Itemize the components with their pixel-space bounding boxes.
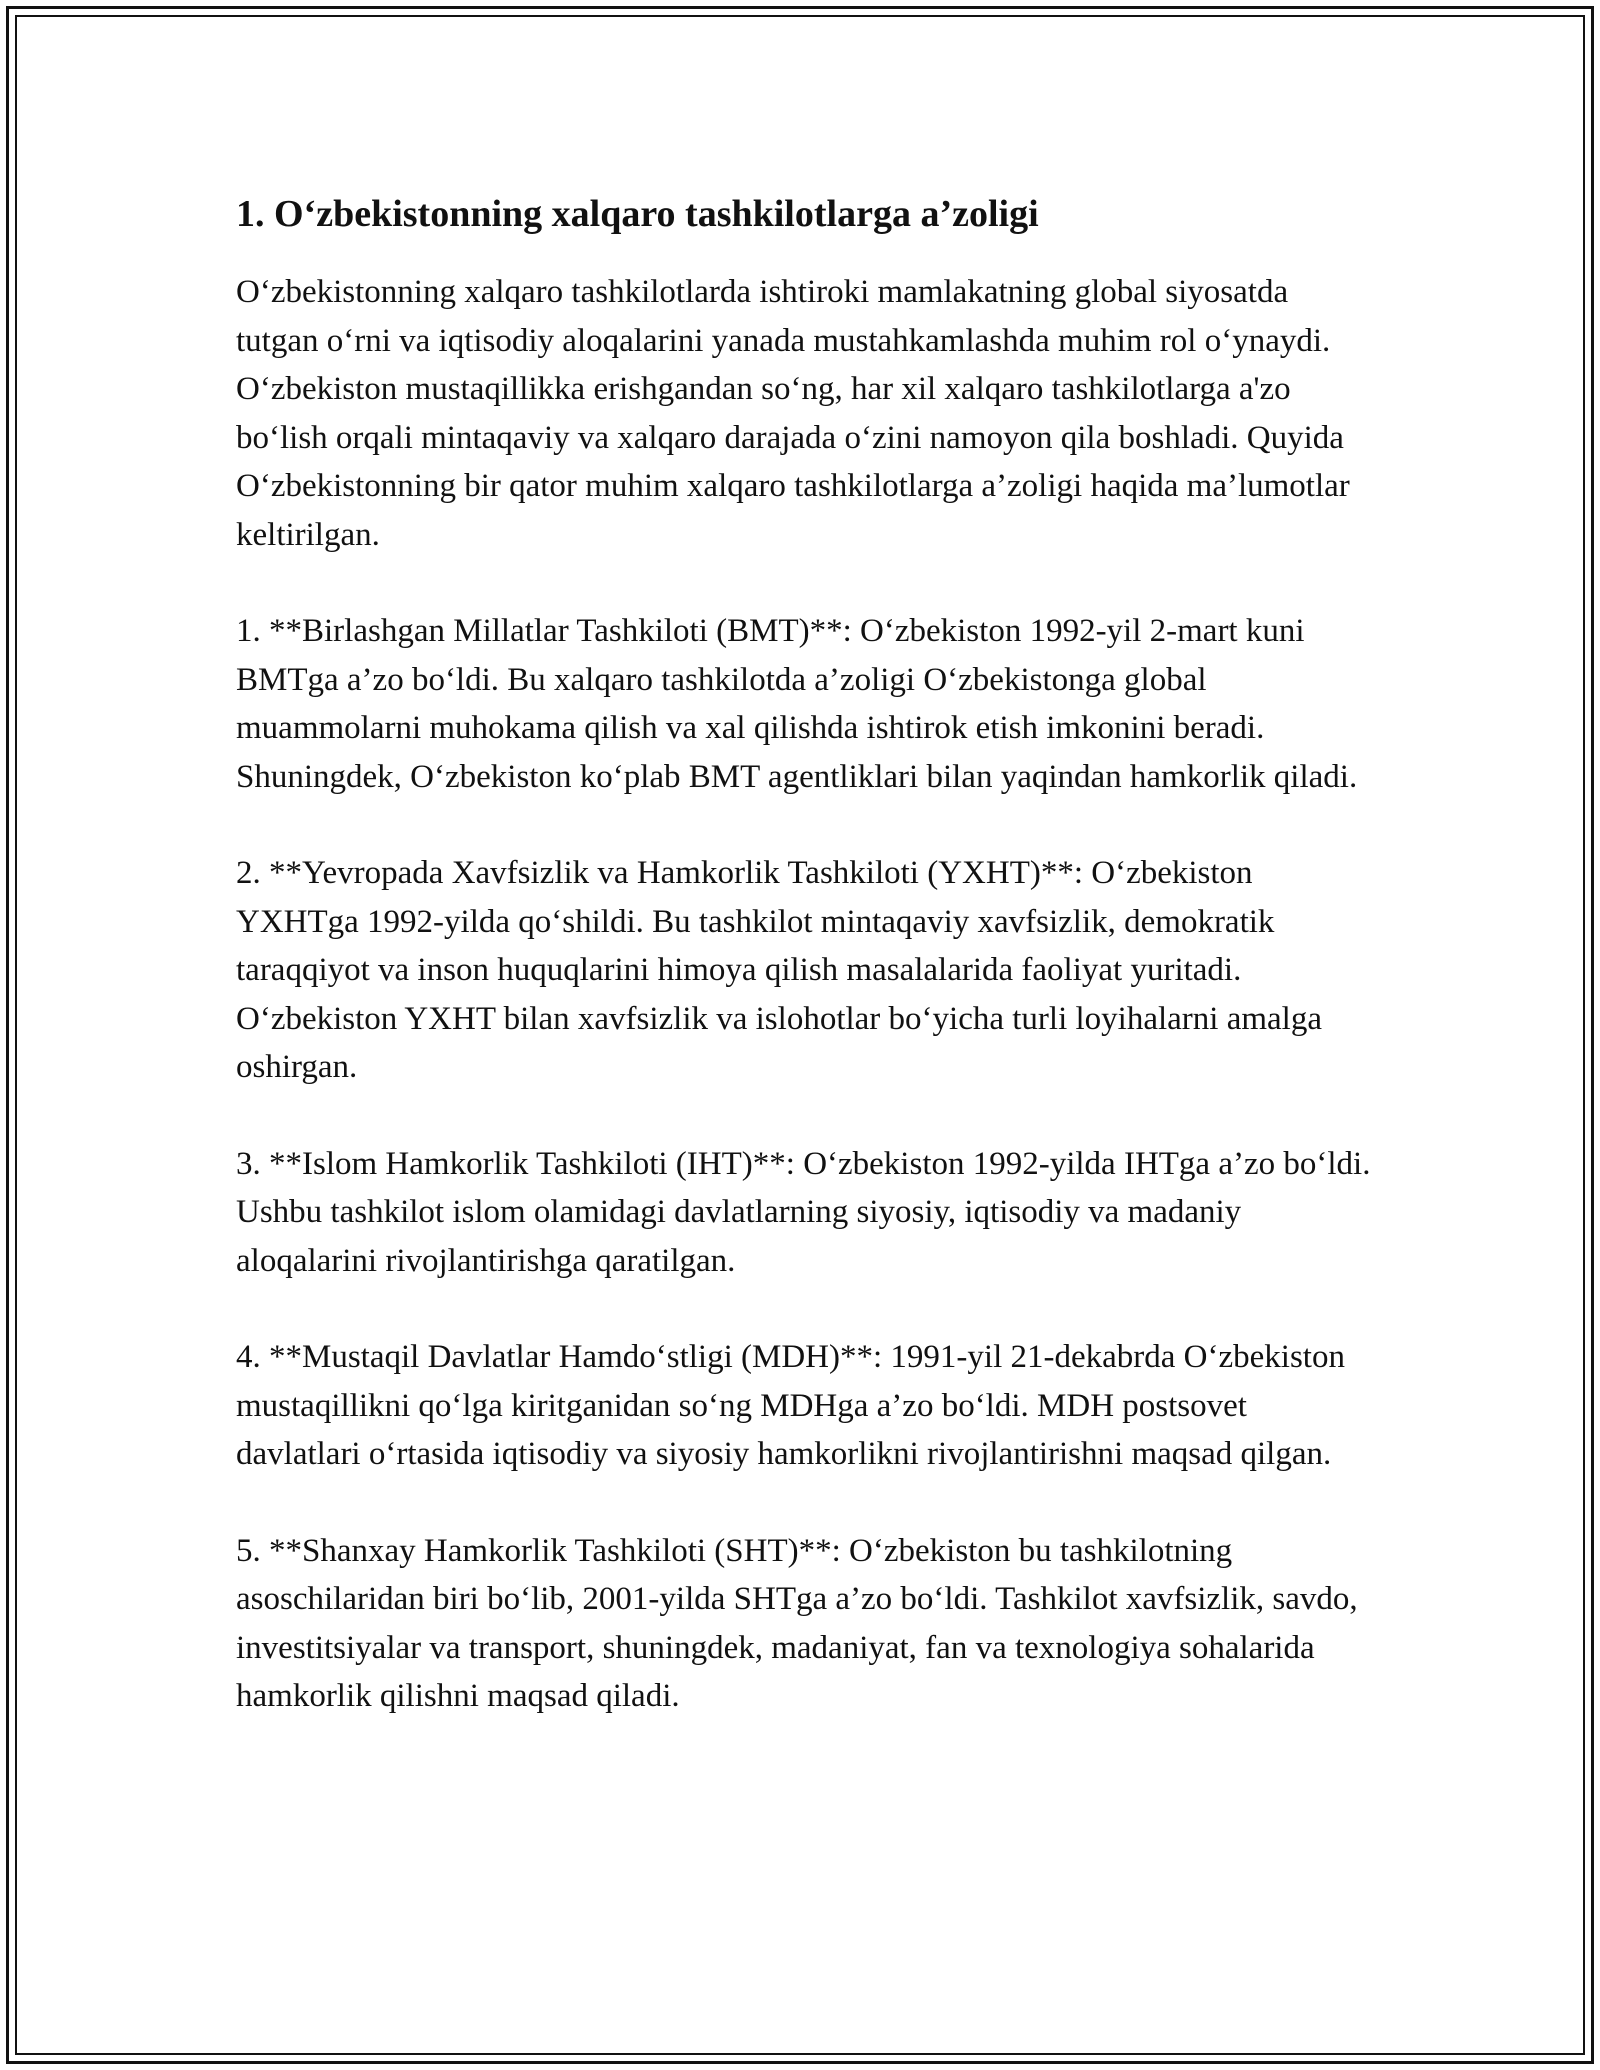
intro-paragraph: O‘zbekistonning xalqaro tashkilotlarda ishtiroki mamlakatning global siyosatda tutgan o‘rni va iqtisodiy aloqalarini yanada mustahkamlashda muhim rol o‘ynaydi. O‘zbekiston mustaqillikka erishgandan so‘ng, har xil xalqaro tashkilotlarga a'zo bo‘lish orqali mintaqaviy va xalqaro darajada o‘zini namoyon qila boshladi. Quyida O‘zbekistonning bir qator muhim xalqaro tashkilotlarga a’zoligi haqida ma’lumotlar keltirilgan. [236, 274, 1350, 553]
list-item-sht: 5. **Shanxay Hamkorlik Tashkiloti (SHT)**: O‘zbekiston bu tashkilotning asoschilaridan biri bo‘lib, 2001-yilda SHTga a’zo bo‘ldi. Tashkilot xavfsizlik, savdo, investitsiyalar va transport, shuningdek, madaniyat, fan va texnologiya sohalarida hamkorlik qilishni maqsad qiladi. [236, 1532, 1358, 1714]
list-item-iht: 3. **Islom Hamkorlik Tashkiloti (IHT)**: O‘zbekiston 1992-yilda IHTga a’zo bo‘ldi. Ushbu tashkilot islom olamidagi davlatlarning siyosiy, iqtisodiy va madaniy aloqalarini rivojlantirishga qaratilgan. [236, 1145, 1371, 1279]
document-title: 1. O‘zbekistonning xalqaro tashkilotlarga a’zoligi [236, 193, 1039, 235]
document-body [236, 188, 1376, 1769]
list-item-bmt: 1. **Birlashgan Millatlar Tashkiloti (BMT)**: O‘zbekiston 1992-yil 2-mart kuni BMTga a’zo bo‘ldi. Bu xalqaro tashkilotda a’zoligi O‘zbekistonga global muammolarni muhokama qilish va xal qilishda ishtirok etish imkonini beradi. Shuningdek, O‘zbekiston ko‘plab BMT agentliklari bilan yaqindan hamkorlik qiladi. [236, 613, 1358, 795]
list-item-yxht: 2. **Yevropada Xavfsizlik va Hamkorlik Tashkiloti (YXHT)**: O‘zbekiston YXHTga 1992-yilda qo‘shildi. Bu tashkilot mintaqaviy xavfsizlik, demokratik taraqqiyot va inson huquqlarini himoya qilish masalalarida faoliyat yuritadi. O‘zbekiston YXHT bilan xavfsizlik va islohotlar bo‘yicha turli loyihalarni amalga oshirgan. [236, 855, 1322, 1085]
list-item-mdh: 4. **Mustaqil Davlatlar Hamdo‘stligi (MDH)**: 1991-yil 21-dekabrda O‘zbekiston mustaqillikni qo‘lga kiritganidan so‘ng MDHga a’zo bo‘ldi. MDH postsovet davlatlari o‘rtasida iqtisodiy va siyosiy hamkorlikni rivojlantirishni maqsad qilgan. [236, 1339, 1345, 1472]
